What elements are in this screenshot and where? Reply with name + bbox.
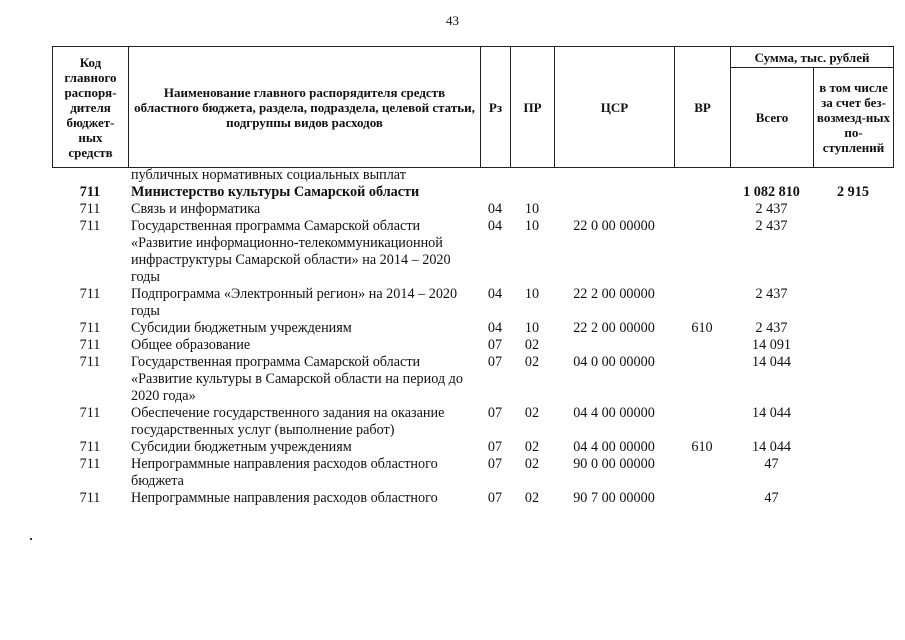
cell-kod: 711 [79, 337, 101, 353]
cell-pr: 10 [524, 218, 540, 234]
cell-vtch [813, 354, 893, 405]
cell-csr: 22 0 00 00000 [573, 218, 655, 234]
cell-vr [674, 286, 730, 320]
cell-kod: 711 [79, 320, 101, 336]
cell-rz: 07 [487, 337, 503, 353]
scan-speck [30, 538, 32, 540]
header-rz: Рз [481, 47, 511, 168]
cell-csr: 04 4 00 00000 [573, 405, 655, 421]
cell-rz: 07 [487, 405, 503, 421]
cell-rz: 04 [487, 286, 503, 302]
cell-rz [480, 184, 510, 201]
cell-name: Обеспечение государственного задания на оказание государственных услуг (выполнение работ) [131, 405, 445, 438]
cell-vsego: 2 437 [755, 218, 788, 234]
cell-vsego: 1 082 810 [743, 184, 800, 200]
cell-vr [674, 184, 730, 201]
table-row [52, 320, 893, 337]
cell-vsego: 14 044 [751, 439, 791, 455]
cell-vtch [813, 218, 893, 286]
cell-rz: 04 [487, 320, 503, 336]
cell-pr: 02 [524, 337, 540, 353]
cell-pr: 02 [524, 456, 540, 472]
cell-pr: 02 [524, 439, 540, 455]
cell-csr: 04 4 00 00000 [573, 439, 655, 455]
cell-vtch [813, 320, 893, 337]
cell-rz: 04 [487, 201, 503, 217]
cell-kod: 711 [79, 439, 101, 455]
table-row [52, 201, 893, 218]
cell-vr [674, 405, 730, 439]
header-vr: ВР [675, 47, 731, 168]
cell-vr: 610 [691, 320, 713, 336]
cell-rz [480, 167, 510, 184]
page-number: 43 [446, 13, 459, 28]
cell-rz: 07 [487, 439, 503, 455]
cell-vsego: 47 [764, 490, 779, 506]
cell-kod: 711 [79, 201, 101, 217]
cell-vtch [813, 337, 893, 354]
cell-vtch [813, 405, 893, 439]
cell-name: Общее образование [131, 337, 251, 353]
cell-vtch [813, 439, 893, 456]
cell-kod: 711 [79, 456, 101, 472]
cell-vr [674, 337, 730, 354]
cell-kod [52, 167, 128, 184]
cell-name: Непрограммные направления расходов областного [131, 490, 438, 506]
cell-name: Министерство культуры Самарской области [131, 184, 420, 200]
cell-vr [674, 354, 730, 405]
table-row [52, 286, 893, 320]
cell-csr: 22 2 00 00000 [573, 320, 655, 336]
cell-csr: 22 2 00 00000 [573, 286, 655, 302]
cell-csr: 04 0 00 00000 [573, 354, 655, 370]
header-vtch: в том числе за счет без-возмезд-ных по-ступлений [814, 68, 894, 168]
cell-name: Связь и информатика [131, 201, 261, 217]
cell-vsego: 2 437 [755, 320, 788, 336]
cell-vsego: 14 091 [751, 337, 791, 353]
cell-name: публичных нормативных социальных выплат [131, 167, 406, 183]
cell-name: Субсидии бюджетным учреждениям [131, 439, 352, 455]
table-row [52, 490, 893, 507]
cell-rz: 07 [487, 456, 503, 472]
cell-kod: 711 [79, 184, 101, 200]
cell-vsego [730, 167, 813, 184]
header-vsego: Всего [731, 68, 814, 168]
cell-vr [674, 167, 730, 184]
cell-name: Государственная программа Самарской области «Развитие культуры в Самарской области на период до 2020 года» [131, 354, 463, 404]
cell-csr [554, 167, 674, 184]
header-kod: Код главного распоря-дителя бюджет-ных средств [53, 47, 129, 168]
table-header [52, 46, 894, 168]
cell-pr: 10 [524, 201, 540, 217]
cell-vr [674, 456, 730, 490]
table-row [52, 405, 893, 439]
cell-pr: 02 [524, 405, 540, 421]
cell-kod: 711 [79, 354, 101, 370]
cell-vtch: 2 915 [837, 184, 869, 200]
cell-vtch [813, 167, 893, 184]
cell-pr: 10 [524, 320, 540, 336]
cell-vtch [813, 456, 893, 490]
cell-csr [554, 337, 674, 354]
cell-pr: 02 [524, 354, 540, 370]
cell-pr [510, 184, 554, 201]
cell-vsego: 14 044 [751, 354, 791, 370]
cell-vr [674, 218, 730, 286]
cell-pr [510, 167, 554, 184]
cell-pr: 02 [524, 490, 540, 506]
table-row [52, 184, 893, 201]
cell-vr: 610 [691, 439, 713, 455]
cell-pr: 10 [524, 286, 540, 302]
header-pr: ПР [511, 47, 555, 168]
cell-csr [554, 201, 674, 218]
cell-csr: 90 0 00 00000 [573, 456, 655, 472]
cell-vr [674, 490, 730, 507]
cell-vtch [813, 201, 893, 218]
cell-kod: 711 [79, 490, 101, 506]
table-row [52, 456, 893, 490]
cell-csr [554, 184, 674, 201]
cell-kod: 711 [79, 405, 101, 421]
header-summa: Сумма, тыс. рублей [731, 47, 894, 68]
cell-vtch [813, 286, 893, 320]
table-row [52, 337, 893, 354]
cell-rz: 07 [487, 490, 503, 506]
table-body [52, 167, 893, 507]
cell-vsego: 47 [764, 456, 779, 472]
cell-rz: 04 [487, 218, 503, 234]
cell-kod: 711 [79, 286, 101, 302]
cell-rz: 07 [487, 354, 503, 370]
cell-csr: 90 7 00 00000 [573, 490, 655, 506]
cell-name: Подпрограмма «Электронный регион» на 2014 – 2020 годы [131, 286, 458, 319]
cell-vsego: 2 437 [755, 286, 788, 302]
table-row [52, 218, 893, 286]
cell-name: Субсидии бюджетным учреждениям [131, 320, 352, 336]
cell-vsego: 14 044 [751, 405, 791, 421]
cell-vr [674, 201, 730, 218]
cell-vtch [813, 490, 893, 507]
table-row [52, 167, 893, 184]
cell-vsego: 2 437 [755, 201, 788, 217]
cell-name: Непрограммные направления расходов областного бюджета [131, 456, 438, 489]
cell-name: Государственная программа Самарской области «Развитие информационно-телекоммуникационной инфраструктуры Самарской области» на 2014 – 2020 годы [131, 218, 451, 285]
cell-kod: 711 [79, 218, 101, 234]
table-row [52, 354, 893, 405]
table-row [52, 439, 893, 456]
header-name: Наименование главного распорядителя средств областного бюджета, раздела, подраздела, целевой статьи, подгруппы видов расходов [129, 47, 481, 168]
header-csr: ЦСР [555, 47, 675, 168]
